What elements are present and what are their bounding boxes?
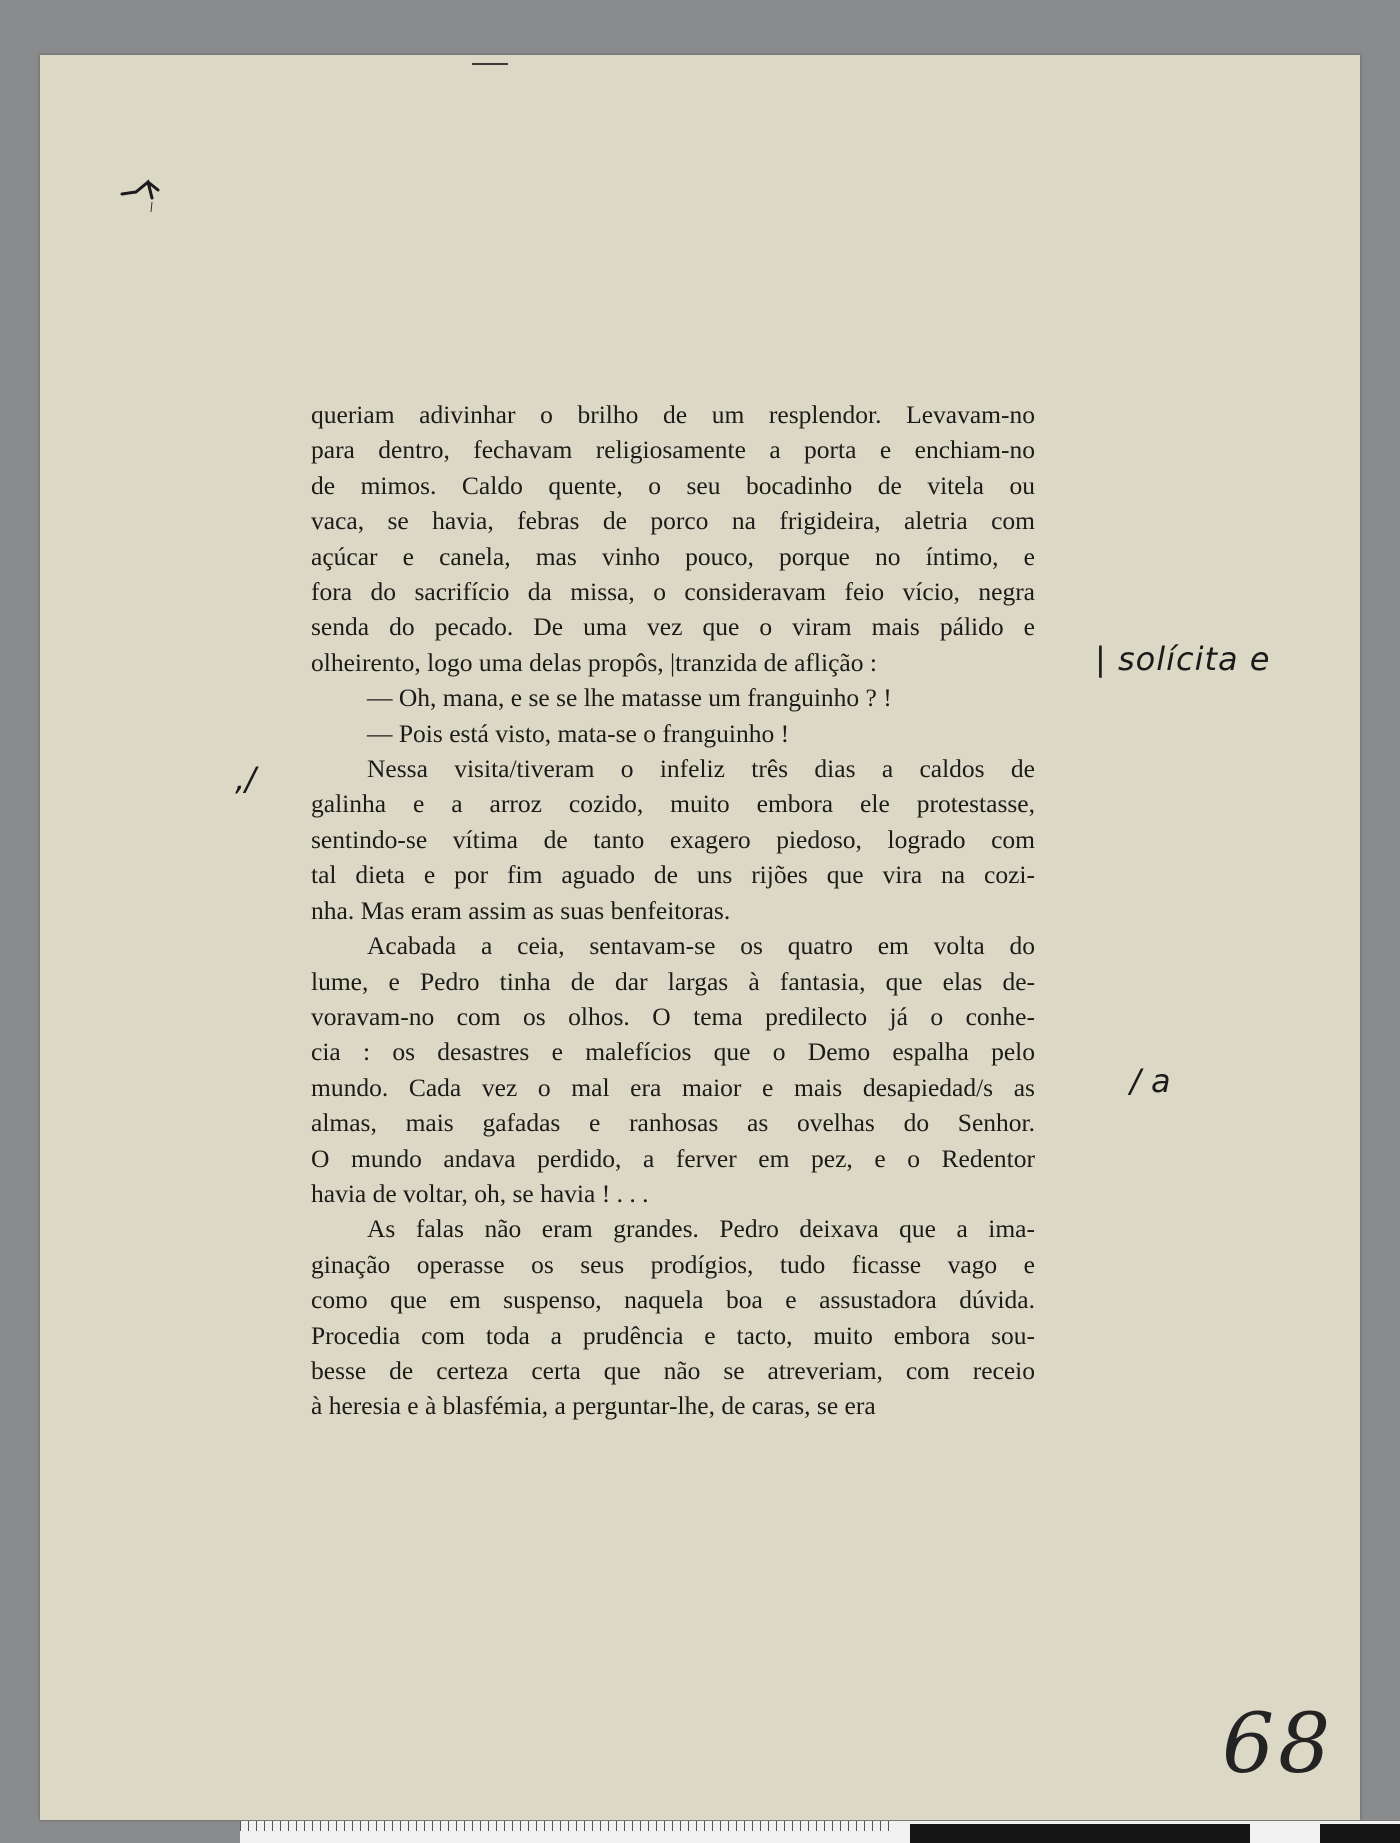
text-line: O mundo andava perdido, a ferver em pez, e o Redentor	[311, 1143, 1035, 1173]
paragraph	[311, 716, 1035, 751]
text-line: Procedia com toda a prudência e tacto, muito embora sou-	[311, 1320, 1035, 1350]
typed-text-body	[311, 397, 1035, 1424]
text-line: queriam adivinhar o brilho de um resplendor. Levavam-no	[311, 400, 1035, 429]
text-line: nha. Mas eram assim as suas benfeitoras.	[311, 895, 731, 925]
text-line: à heresia e à blasfémia, a perguntar-lhe, de caras, se era	[311, 1391, 876, 1421]
text-line: para dentro, fechavam religiosamente a porta e enchiam-no	[311, 435, 1035, 465]
paragraph	[311, 1211, 1035, 1423]
text-line: mundo. Cada vez o mal era maior e mais desapiedad/s as	[311, 1072, 1035, 1102]
text-line: vaca, se havia, febras de porco na frigideira, aletria com	[311, 506, 1035, 536]
margin-annotation-solicita: | solícita e	[1095, 640, 1271, 678]
margin-annotation-a: / a	[1130, 1062, 1171, 1100]
text-line: fora do sacrifício da missa, o consideravam feio vício, negra	[311, 577, 1035, 607]
text-line: — Pois está visto, mata-se o franguinho !	[367, 718, 790, 748]
ink-mark-top	[472, 63, 508, 65]
text-line: havia de voltar, oh, se havia ! . . .	[311, 1178, 649, 1208]
paragraph	[311, 928, 1035, 1211]
text-line: Acabada a ceia, sentavam-se os quatro em volta do	[367, 931, 1035, 961]
text-line: tal dieta e por fim aguado de uns rijões que vira na cozi-	[311, 860, 1035, 890]
text-line: lume, e Pedro tinha de dar largas à fantasia, que elas de-	[311, 966, 1035, 996]
paragraph	[311, 397, 1035, 680]
text-line: como que em suspenso, naquela boa e assustadora dúvida.	[311, 1285, 1035, 1315]
text-line: cia : os desastres e malefícios que o Demo espalha pelo	[311, 1037, 1035, 1067]
corner-ink-mark	[118, 168, 178, 218]
handwritten-page-number: 68	[1222, 1697, 1335, 1792]
text-line: galinha e a arroz cozido, muito embora ele protestasse,	[311, 789, 1035, 819]
paragraph	[311, 680, 1035, 715]
text-line: açúcar e canela, mas vinho pouco, porque no íntimo, e	[311, 541, 1035, 571]
text-line: almas, mais gafadas e ranhosas as ovelhas do Senhor.	[311, 1108, 1035, 1138]
text-line: As falas não eram grandes. Pedro deixava que a ima-	[367, 1214, 1035, 1244]
measurement-ruler	[240, 1820, 1400, 1843]
text-line: — Oh, mana, e se se lhe matasse um franguinho ? !	[367, 683, 892, 713]
text-line: senda do pecado. De uma vez que o viram mais pálido e	[311, 612, 1035, 642]
text-line: Nessa visita/tiveram o infeliz três dias a caldos de	[367, 754, 1035, 784]
text-line: sentindo-se vítima de tanto exagero piedoso, logrado com	[311, 824, 1035, 854]
text-line: ginação operasse os seus prodígios, tudo ficasse vago e	[311, 1249, 1035, 1279]
margin-annotation-comma: ,/	[235, 760, 256, 798]
text-line: olheirento, logo uma delas propôs, |tranzida de aflição :	[311, 647, 877, 677]
text-line: besse de certeza certa que não se atreveriam, com receio	[311, 1355, 1035, 1385]
text-line: de mimos. Caldo quente, o seu bocadinho de vitela ou	[311, 470, 1035, 500]
paragraph	[311, 751, 1035, 928]
text-line: voravam-no com os olhos. O tema predilecto já o conhe-	[311, 1001, 1035, 1031]
